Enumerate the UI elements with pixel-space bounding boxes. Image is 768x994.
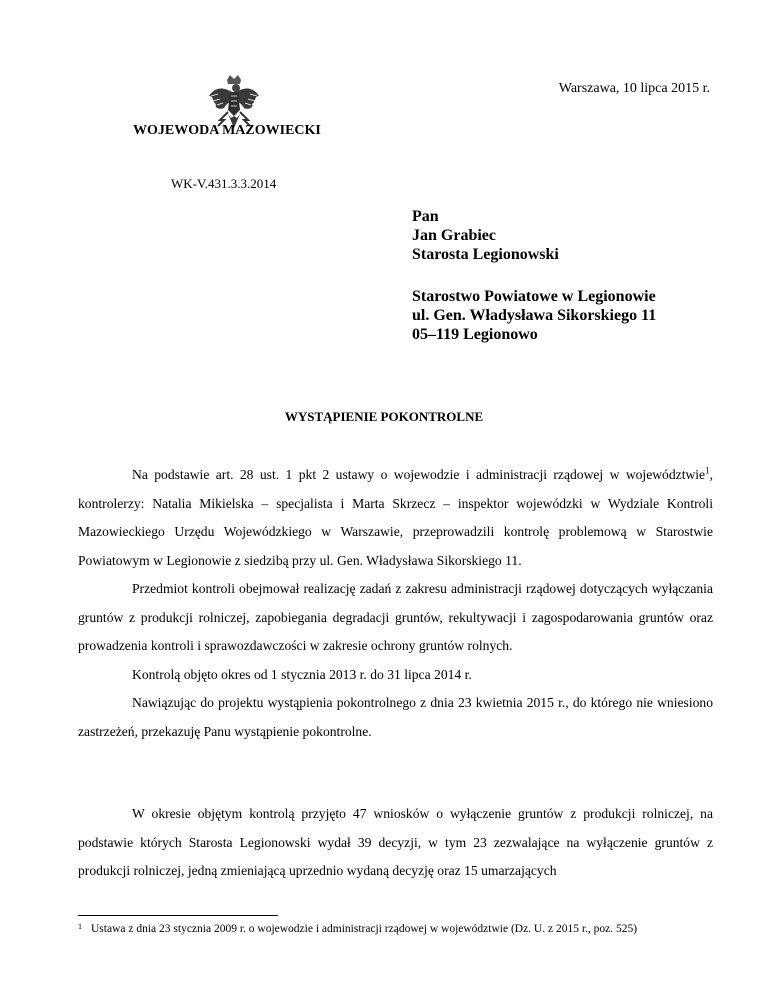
- letter-body: [78, 461, 713, 746]
- paragraph-4: Nawiązując do projektu wystąpienia pokontrolnego z dnia 23 kwietnia 2015 r., do którego nie wniesiono zastrzeżeń, przekazuję Panu wystąpienie pokontrolne.: [78, 695, 713, 739]
- paragraph-3: Kontrolą objęto okres od 1 stycznia 2013 r. do 31 lipca 2014 r.: [132, 666, 472, 682]
- footnote-ref: 1: [705, 465, 710, 476]
- document-title: WYSTĄPIENIE POKONTROLNE: [284, 409, 484, 424]
- authority-name: WOJEWODA MAZOWIECKI: [133, 123, 321, 138]
- recipient-city: 05–119 Legionowo: [412, 326, 538, 343]
- recipient-salutation: Pan: [412, 208, 439, 225]
- recipient-position: Starosta Legionowski: [412, 246, 559, 263]
- reference-number: WK-V.431.3.3.2014: [171, 176, 277, 191]
- letter-body-continued: [78, 800, 713, 886]
- footnote-separator: [78, 915, 278, 916]
- paragraph-2: Przedmiot kontroli obejmował realizację zadań z zakresu administracji rządowej dotyczących wyłączania gruntów z produkcji rolniczej, zapobiegania degradacji gruntów, rekultywacji i zagospodarowania gruntów oraz prowadzenia kontroli i sprawozdawczości w zakresie ochrony gruntów rolnych.: [78, 581, 713, 653]
- recipient-address: [412, 287, 656, 344]
- footnote-number: 1: [78, 922, 82, 931]
- letter-date: Warszawa, 10 lipca 2015 r.: [558, 81, 710, 96]
- footnote: [78, 922, 713, 937]
- recipient-office: Starostwo Powiatowe w Legionowie: [412, 288, 656, 305]
- paragraph-1: Na podstawie art. 28 ust. 1 pkt 2 ustawy o wojewodzie i administracji rządowej w województwie$^1$, kontrolerzy: Natalia Mikielska – specjalista i Marta Skrzecz – inspektor wojewódzki w Wydziale Kontroli Mazowieckiego Urzędu Wojewódzkiego w Warszawie, przeprowadzili kontrolę problemową w Starostwie Powiatowym w Legionowie z siedzibą przy ul. Gen. Władysława Sikorskiego 11.: [78, 465, 713, 568]
- recipient-block: [412, 207, 559, 264]
- paragraph-5: W okresie objętym kontrolą przyjęto 47 wniosków o wyłączenie gruntów z produkcji rolniczej, na podstawie których Starosta Legionowski wydał 39 decyzji, w tym 23 zezwalające na wyłączenie gruntów z produkcji rolniczej, jedną zmieniającą uprzednio wydaną decyzję oraz 15 umarzających: [78, 806, 713, 878]
- recipient-name: Jan Grabiec: [412, 227, 496, 244]
- footnote-text: Ustawa z dnia 23 stycznia 2009 r. o wojewodzie i administracji rządowej w województwie (Dz. U. z 2015 r., poz. 525): [91, 923, 638, 935]
- recipient-street: ul. Gen. Władysława Sikorskiego 11: [412, 307, 657, 324]
